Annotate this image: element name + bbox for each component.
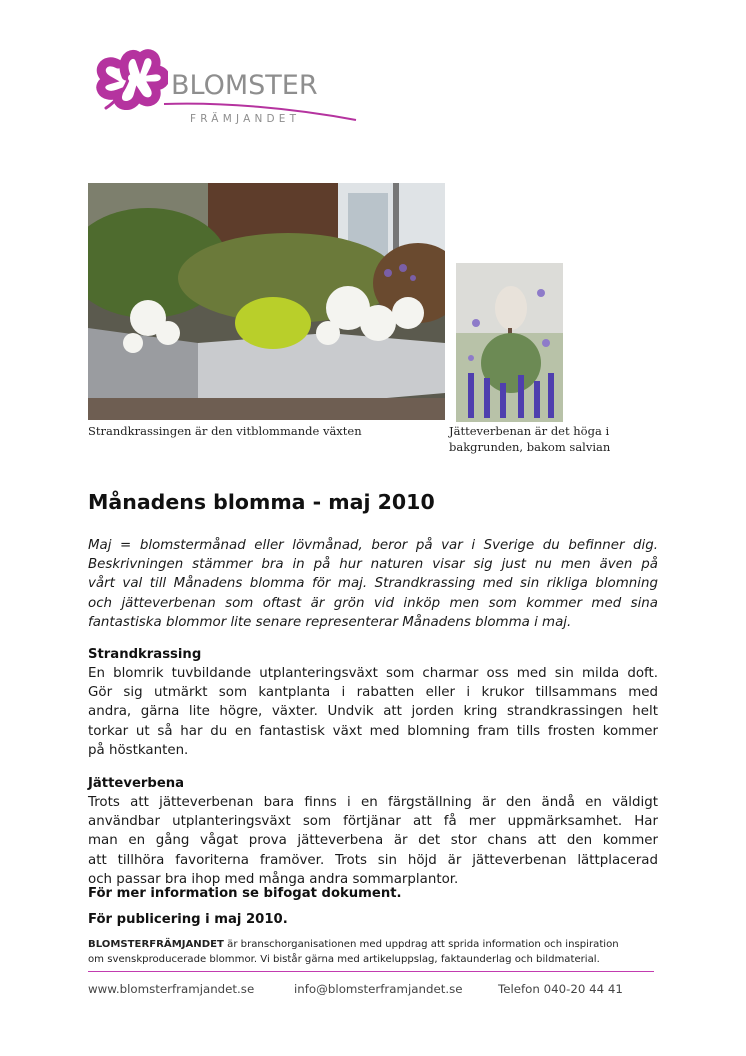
intro-line: Maj = blomstermånad eller lövmånad, beror på var i Sverige du befinner dig. bbox=[88, 538, 658, 553]
paragraph-line: på höstkanten. bbox=[88, 742, 189, 758]
side-caption-line: bakgrunden, bakom salvian bbox=[449, 440, 611, 454]
footer-website-link[interactable]: www.blomsterframjandet.se bbox=[88, 982, 255, 996]
footer-email-link[interactable]: info@blomsterframjandet.se bbox=[294, 982, 463, 996]
paragraph-line: andra, gärna lite högre, växter. Undvik att jorden kring strandkrassingen helt bbox=[88, 704, 658, 720]
intro-line: och jätteverbenan som oftast är grön vid inköp men som kommer med sina bbox=[88, 595, 658, 611]
page-title: Månadens blomma - maj 2010 bbox=[88, 490, 435, 514]
brand-subtitle: FRÄMJANDET bbox=[190, 113, 301, 125]
intro-line: Beskrivningen stämmer bra in på hur naturen visar sig just nu men även på bbox=[88, 557, 658, 573]
verbena-photo bbox=[456, 263, 563, 422]
publish-note: För publicering i maj 2010. bbox=[88, 912, 288, 927]
paragraph-line: och passar bra ihop med många andra sommarplantor. bbox=[88, 871, 459, 887]
org-name: BLOMSTERFRÄMJANDET bbox=[88, 939, 224, 950]
intro-line: fantastiska blommor lite senare representerar Månadens blomma i maj. bbox=[88, 614, 572, 630]
paragraph-line: Trots att jätteverbenan bara finns i en färgställning är den ändå en väldigt bbox=[88, 795, 658, 810]
paragraph-line: torkar ut så har du en fantastisk växt med blomning fram tills frosten kommer bbox=[88, 723, 658, 739]
strandkrassing-paragraph bbox=[88, 664, 658, 760]
organization-info bbox=[88, 937, 663, 967]
strandkrassing-heading: Strandkrassing bbox=[88, 647, 202, 662]
side-photo-caption bbox=[449, 423, 619, 455]
side-caption-line: Jätteverbenan är det höga i bbox=[449, 424, 610, 438]
jatteverbena-paragraph bbox=[88, 793, 658, 889]
paragraph-line: man en gång vågat prova jätteverbena är det stor chans att den kommer bbox=[88, 833, 658, 849]
intro-line: vårt val till Månadens blomma för maj. Strandkrassing med sin rikliga blomning bbox=[88, 576, 658, 592]
org-description: är branschorganisationen med uppdrag att sprida information och inspiration bbox=[223, 939, 619, 950]
footer-phone: Telefon 040-20 44 41 bbox=[498, 982, 623, 996]
org-info-line bbox=[88, 937, 663, 952]
flower-logo-icon bbox=[88, 46, 168, 112]
paragraph-line: Gör sig utmärkt som kantplanta i rabatten eller i krukor tillsammans med bbox=[88, 685, 658, 701]
paragraph-line: En blomrik tuvbildande utplanteringsväxt som charmar oss med sin milda doft. bbox=[88, 666, 658, 681]
planter-photo bbox=[88, 183, 445, 420]
brand-name: BLOMSTER bbox=[171, 70, 318, 101]
jatteverbena-heading: Jätteverbena bbox=[88, 776, 185, 791]
main-photo-caption: Strandkrassingen är den vitblommande växten bbox=[88, 424, 362, 438]
intro-paragraph bbox=[88, 536, 658, 632]
paragraph-line: användbar utplanteringsväxt som förtjänar att få mer uppmärksamhet. Har bbox=[88, 814, 658, 830]
more-info-note: För mer information se bifogat dokument. bbox=[88, 886, 402, 901]
paragraph-line: att tillhöra favoriterna framöver. Trots sin höjd är jätteverbenan lättplacerad bbox=[88, 852, 658, 868]
footer-divider bbox=[88, 971, 654, 972]
org-info-line: om svenskproducerade blommor. Vi bistår gärna med artikeluppslag, faktaunderlag och bildmaterial. bbox=[88, 954, 600, 965]
